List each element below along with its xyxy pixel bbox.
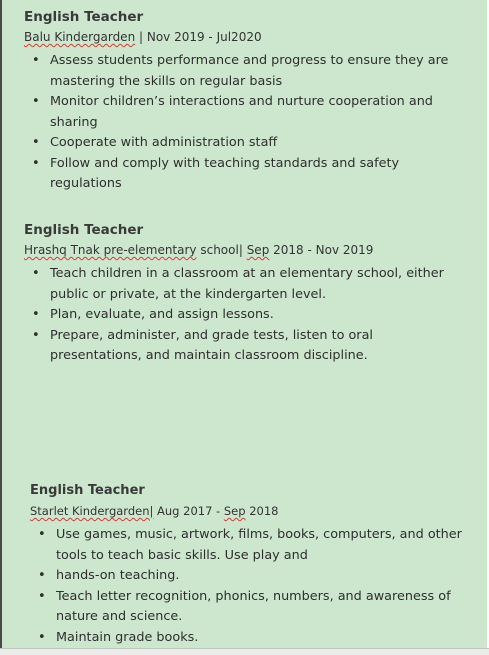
period-end-word: Sep bbox=[223, 504, 246, 518]
duties-list bbox=[30, 525, 470, 648]
list-item: • Assess students performance and progress to ensure they are mastering the skills on regular basis bbox=[24, 51, 464, 92]
list-item: • Teach children in a classroom at an elementary school, either public or private, at the kindergarten level. bbox=[24, 264, 464, 305]
list-item: • Cooperate with administration staff bbox=[24, 133, 464, 154]
employer-name: Balu Kindergarden bbox=[24, 30, 136, 44]
period-start: Sep bbox=[246, 243, 270, 257]
list-item: • Teach letter recognition, phonics, numbers, and awareness of nature and science. bbox=[30, 587, 470, 628]
employer-name: Hrashq Tnak pre-elementary bbox=[24, 243, 197, 257]
job-period: | Nov 2019 - Jul2020 bbox=[135, 30, 262, 44]
job-period: 2018 - Nov 2019 bbox=[269, 243, 374, 257]
employer-name: Starlet Kindergarden| bbox=[30, 504, 154, 518]
list-item: • Follow and comply with teaching standards and safety regulations bbox=[24, 154, 464, 195]
job-title: English Teacher bbox=[24, 9, 144, 25]
job-period: Aug 2017 - bbox=[153, 504, 224, 518]
job-title: English Teacher bbox=[24, 222, 144, 238]
job-entry bbox=[30, 482, 470, 648]
job-meta bbox=[24, 28, 464, 46]
job-title: English Teacher bbox=[30, 483, 145, 498]
list-item: • Use games, music, artwork, films, books, computers, and other tools to teach basic skills. Use play and bbox=[30, 525, 470, 566]
list-item: • Plan, evaluate, and assign lessons. bbox=[24, 305, 464, 326]
list-item: • hands-on teaching. bbox=[30, 566, 470, 587]
duties-list bbox=[24, 51, 464, 195]
list-item: • Maintain grade books. bbox=[30, 628, 470, 649]
period-end: 2018 bbox=[245, 504, 279, 518]
list-item: • Monitor children’s interactions and nurture cooperation and sharing bbox=[24, 92, 464, 133]
job-entry bbox=[24, 8, 464, 195]
duties-list bbox=[24, 264, 464, 367]
job-meta bbox=[24, 241, 464, 259]
list-item: • Prepare, administer, and grade tests, listen to oral presentations, and maintain classroom discipline. bbox=[24, 326, 464, 367]
job-meta bbox=[30, 502, 470, 520]
employer-suffix: school| bbox=[196, 243, 247, 257]
job-entry bbox=[24, 221, 464, 367]
